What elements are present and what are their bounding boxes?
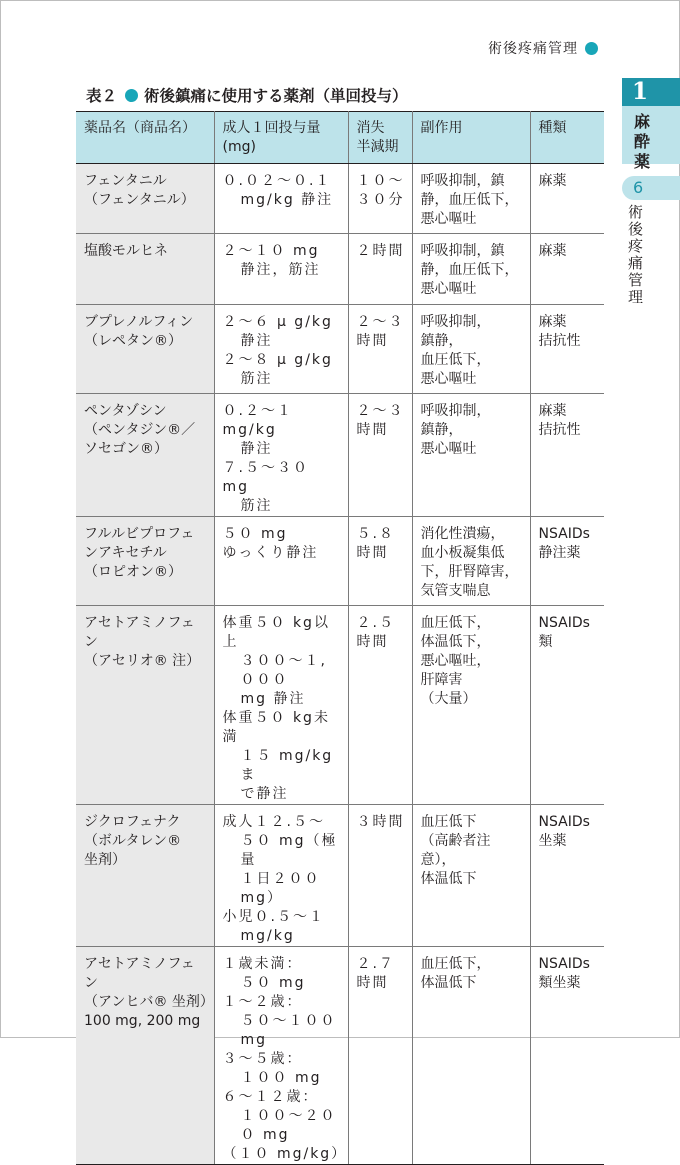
cell-line: 坐薬 xyxy=(538,833,567,849)
cell-line: で静注 xyxy=(240,786,289,802)
cell-drug-name xyxy=(76,517,214,606)
cell-side-effects xyxy=(412,234,530,305)
cell-line: アセトアミノフェ xyxy=(84,956,195,972)
cell-line: ５０ mg xyxy=(222,526,288,542)
cell-line: 体重５０ kg未満 xyxy=(222,710,330,745)
running-head-text: 術後疼痛管理 xyxy=(488,41,578,57)
running-head xyxy=(488,38,598,58)
cell-half-life xyxy=(348,305,412,394)
cell-line: １０～ xyxy=(356,173,405,189)
cell-line: 小児０.５～１ xyxy=(222,909,325,925)
cell-line: 血圧低下， xyxy=(420,352,491,368)
cell-line: （高齢者注意）， xyxy=(420,833,491,868)
cell-line: （アセリオ® 注） xyxy=(84,653,201,669)
cell-dose xyxy=(214,805,348,947)
cell-line: 静注 xyxy=(240,333,273,349)
header-drug-name xyxy=(76,112,214,164)
section-tab-label: 術後疼痛管理 xyxy=(628,203,644,306)
table-title-text: 術後鎮痛に使用する薬剤（単回投与） xyxy=(144,87,408,105)
table-row xyxy=(76,805,604,947)
cell-type xyxy=(530,947,604,1165)
cell-line: 成人１２.５～ xyxy=(222,814,325,830)
cell-line: （ロピオン®） xyxy=(84,564,182,580)
chapter-tab xyxy=(622,106,680,171)
cell-line: ペンタゾシン xyxy=(84,403,167,419)
cell-line: 静注薬 xyxy=(538,545,581,561)
cell-line: 呼吸抑制，鎮 xyxy=(420,243,505,259)
cell-line: ５０～１００ mg xyxy=(240,1013,337,1048)
cell-type xyxy=(530,164,604,234)
cell-line: 時間 xyxy=(356,333,389,349)
cell-line: （ボルタレン® xyxy=(84,833,182,849)
cell-dose xyxy=(214,517,348,606)
cell-line: 消失 xyxy=(356,120,385,136)
cell-line: 下，肝腎障害， xyxy=(420,564,519,580)
cell-line: 静，血圧低下， xyxy=(420,262,519,278)
cell-line: 時間 xyxy=(356,975,389,991)
cell-line: フェンタニル xyxy=(84,173,167,189)
cell-line: 肝障害 xyxy=(420,672,463,688)
cell-line: 体温低下 xyxy=(420,975,477,991)
cell-line: ２～３ xyxy=(356,314,405,330)
table-row xyxy=(76,234,604,305)
table-title-bullet-icon xyxy=(125,89,138,102)
cell-line: ２～３ xyxy=(356,403,405,419)
cell-line: 薬品名（商品名） xyxy=(84,120,196,136)
cell-line: （大量） xyxy=(420,691,477,707)
cell-line: １日２００ mg） xyxy=(240,871,321,906)
cell-line: ３～５歳： xyxy=(222,1051,303,1067)
cell-type xyxy=(530,517,604,606)
cell-half-life xyxy=(348,164,412,234)
cell-drug-name xyxy=(76,234,214,305)
cell-line: 血圧低下 xyxy=(420,814,477,830)
cell-dose xyxy=(214,164,348,234)
cell-line: 種類 xyxy=(538,120,567,136)
table-row xyxy=(76,305,604,394)
cell-line: １～２歳： xyxy=(222,994,303,1010)
cell-line: 血小板凝集低 xyxy=(420,545,505,561)
cell-line: 麻薬 xyxy=(538,243,567,259)
cell-line: 呼吸抑制， xyxy=(420,314,491,330)
cell-line: ６～１２歳： xyxy=(222,1089,319,1105)
cell-line: 悪心嘔吐 xyxy=(420,281,477,297)
header-side-effects xyxy=(412,112,530,164)
running-head-bullet-icon xyxy=(585,42,598,55)
cell-type xyxy=(530,606,604,805)
cell-line: ３００～１,０００ xyxy=(240,653,327,688)
cell-line: 鎮静， xyxy=(420,333,463,349)
cell-line: NSAIDs xyxy=(538,956,590,972)
table-label: 表２ xyxy=(86,87,118,105)
cell-line: ンアキセチル xyxy=(84,545,167,561)
cell-line: ７.５～３０ mg xyxy=(222,460,309,495)
cell-drug-name xyxy=(76,164,214,234)
cell-dose xyxy=(214,305,348,394)
cell-line: 血圧低下， xyxy=(420,615,491,631)
table-title xyxy=(86,84,408,106)
cell-line: 筋注 xyxy=(240,498,273,514)
cell-line: (mg) xyxy=(222,139,256,155)
cell-line: 悪心嘔吐， xyxy=(420,653,491,669)
cell-line: １５ mg/kg ま xyxy=(240,748,334,783)
cell-line: ２.５ xyxy=(356,615,395,631)
header-type xyxy=(530,112,604,164)
cell-line: 消化性潰瘍， xyxy=(420,526,505,542)
cell-line: 筋注 xyxy=(240,371,273,387)
cell-side-effects xyxy=(412,394,530,517)
cell-line: ５０ mg（極量 xyxy=(240,833,338,868)
chapter-tab-label: 麻酔薬 xyxy=(634,112,651,171)
cell-line: 体温低下， xyxy=(420,634,491,650)
cell-line: 鎮静， xyxy=(420,422,463,438)
cell-line: ２時間 xyxy=(356,243,405,259)
cell-drug-name xyxy=(76,805,214,947)
cell-line: ゆっくり静注 xyxy=(222,545,319,561)
table-row xyxy=(76,164,604,234)
cell-line: 類 xyxy=(538,634,553,650)
cell-drug-name xyxy=(76,947,214,1165)
cell-line: mg/kg xyxy=(240,928,295,944)
cell-type xyxy=(530,394,604,517)
cell-line: 悪心嘔吐 xyxy=(420,441,477,457)
cell-line: 静，血圧低下， xyxy=(420,192,519,208)
cell-line: 成人１回投与量 xyxy=(222,120,321,136)
cell-line: 時間 xyxy=(356,545,389,561)
cell-line: １００～２００ mg xyxy=(240,1108,337,1143)
table-row xyxy=(76,517,604,606)
cell-side-effects xyxy=(412,947,530,1165)
cell-line: 坐剤） xyxy=(84,852,126,868)
cell-side-effects xyxy=(412,606,530,805)
cell-type xyxy=(530,805,604,947)
cell-dose xyxy=(214,947,348,1165)
cell-line: NSAIDs xyxy=(538,814,590,830)
cell-line: ５.８ xyxy=(356,526,395,542)
cell-half-life xyxy=(348,234,412,305)
cell-line: 時間 xyxy=(356,634,389,650)
table-row xyxy=(76,394,604,517)
cell-line: 静注 xyxy=(240,441,273,457)
cell-drug-name xyxy=(76,394,214,517)
cell-line: mg/kg 静注 xyxy=(240,192,334,208)
header-adult-dose xyxy=(214,112,348,164)
cell-line: 副作用 xyxy=(420,120,463,136)
cell-line: １歳未満： xyxy=(222,956,303,972)
cell-line: ソセゴン®） xyxy=(84,441,168,457)
table-header-row xyxy=(76,112,604,164)
cell-line: ２～８ μ g/kg xyxy=(222,352,333,368)
cell-line: 半減期 xyxy=(356,139,399,155)
cell-line: ２～１０ mg xyxy=(222,243,320,259)
chapter-tab-number: 1 xyxy=(622,78,680,106)
cell-line: ０.２～１ mg/kg xyxy=(222,403,293,438)
cell-line: （フェンタニル） xyxy=(84,192,195,208)
cell-line: 塩酸モルヒネ xyxy=(84,243,168,259)
cell-side-effects xyxy=(412,305,530,394)
cell-line: ブプレノルフィン xyxy=(84,314,194,330)
cell-line: ン xyxy=(84,634,98,650)
cell-half-life xyxy=(348,805,412,947)
cell-line: ２.７ xyxy=(356,956,395,972)
cell-type xyxy=(530,305,604,394)
cell-half-life xyxy=(348,394,412,517)
cell-drug-name xyxy=(76,305,214,394)
cell-line: （レペタン®） xyxy=(84,333,182,349)
header-half-life xyxy=(348,112,412,164)
cell-line: 時間 xyxy=(356,422,389,438)
cell-line: 呼吸抑制， xyxy=(420,403,491,419)
drug-table xyxy=(76,111,604,1165)
cell-dose xyxy=(214,234,348,305)
cell-line: １００ mg xyxy=(240,1070,322,1086)
cell-dose xyxy=(214,394,348,517)
cell-half-life xyxy=(348,517,412,606)
cell-line: ン xyxy=(84,975,98,991)
cell-type xyxy=(530,234,604,305)
cell-line: ３時間 xyxy=(356,814,405,830)
cell-line: 麻薬 xyxy=(538,314,567,330)
cell-line: 100 mg, 200 mg xyxy=(84,1013,201,1029)
cell-line: 気管支喘息 xyxy=(420,583,491,599)
cell-line: 呼吸抑制，鎮 xyxy=(420,173,505,189)
cell-line: NSAIDs xyxy=(538,526,590,542)
cell-side-effects xyxy=(412,805,530,947)
section-tab-number: 6 xyxy=(622,176,680,200)
cell-line: ５０ mg xyxy=(240,975,306,991)
cell-line: mg 静注 xyxy=(240,691,306,707)
cell-line: 拮抗性 xyxy=(538,422,581,438)
cell-line: フルルビプロフェ xyxy=(84,526,195,542)
cell-line: 血圧低下， xyxy=(420,956,491,972)
cell-half-life xyxy=(348,606,412,805)
cell-line: 体重５０ kg以上 xyxy=(222,615,330,650)
cell-line: 悪心嘔吐 xyxy=(420,371,477,387)
cell-line: 体温低下 xyxy=(420,871,477,887)
cell-line: 静注，筋注 xyxy=(240,262,321,278)
cell-line: （ペンタジン®／ xyxy=(84,422,196,438)
cell-line: 拮抗性 xyxy=(538,333,581,349)
cell-line: （１０ mg/kg） xyxy=(222,1146,348,1162)
table-row xyxy=(76,606,604,805)
cell-line: （アンヒバ® 坐剤） xyxy=(84,994,214,1010)
cell-line: 麻薬 xyxy=(538,173,567,189)
cell-side-effects xyxy=(412,164,530,234)
cell-line: 類坐薬 xyxy=(538,975,581,991)
cell-line: ３０分 xyxy=(356,192,405,208)
cell-line: ジクロフェナク xyxy=(84,814,181,830)
cell-line: ０.０２～０.１ xyxy=(222,173,332,189)
cell-line: アセトアミノフェ xyxy=(84,615,195,631)
cell-line: 悪心嘔吐 xyxy=(420,211,477,227)
cell-line: 麻薬 xyxy=(538,403,567,419)
cell-line: NSAIDs xyxy=(538,615,590,631)
cell-half-life xyxy=(348,947,412,1165)
cell-drug-name xyxy=(76,606,214,805)
cell-side-effects xyxy=(412,517,530,606)
cell-line: ２～６ μ g/kg xyxy=(222,314,333,330)
table-row xyxy=(76,947,604,1165)
cell-dose xyxy=(214,606,348,805)
